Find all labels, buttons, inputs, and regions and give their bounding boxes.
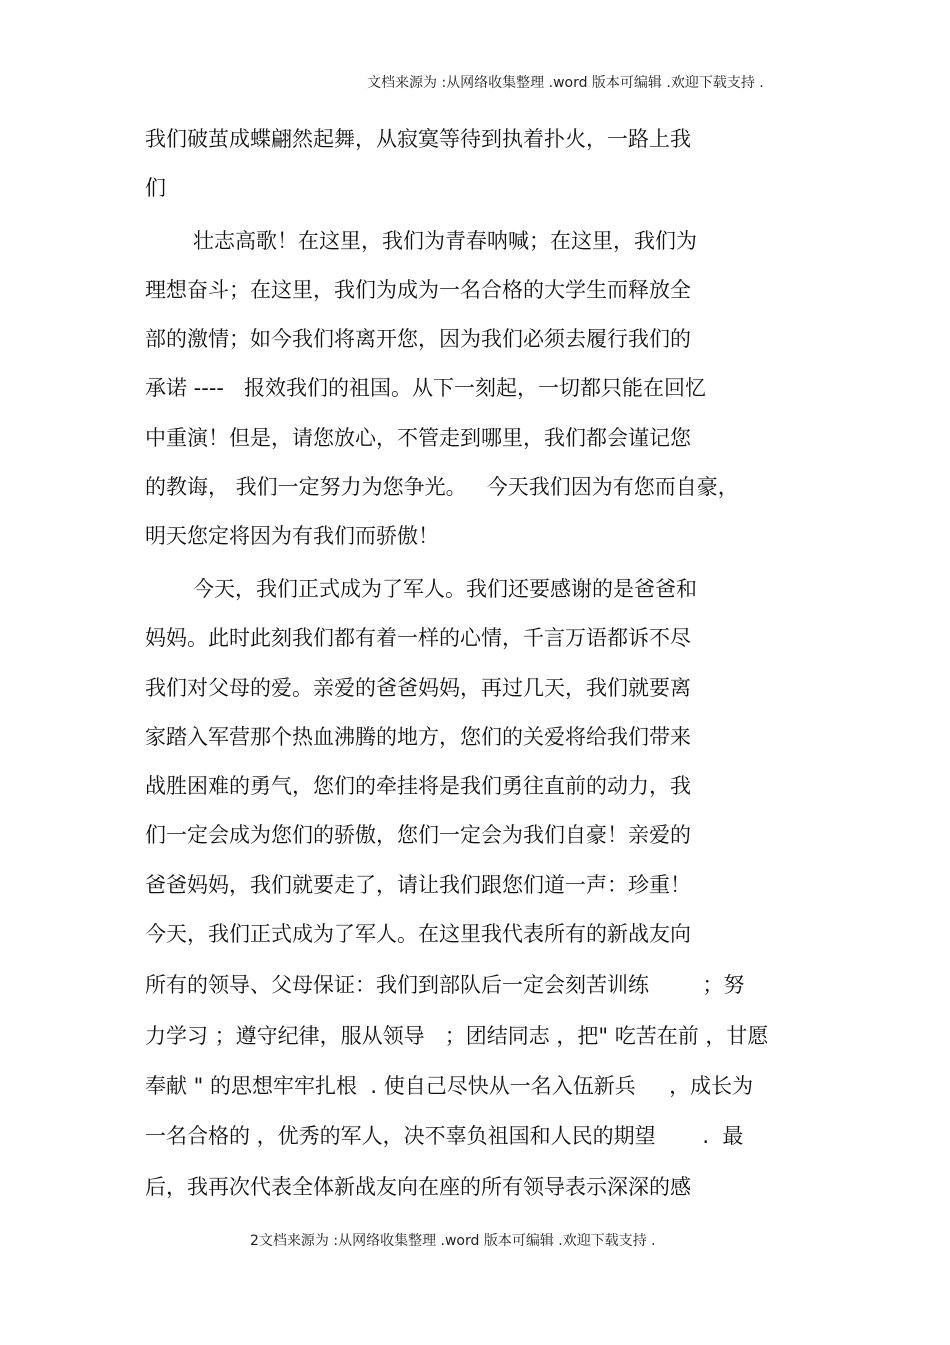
text-line: 妈妈。此时此刻我们都有着一样的心情，千言万语都诉不尽 bbox=[145, 626, 691, 650]
text-line: 后，我再次代表全体新战友向在座的所有领导表示深深的感 bbox=[145, 1175, 691, 1199]
text-line: 爸爸妈妈，我们就要走了，请让我们跟您们道一声：珍重！ bbox=[145, 873, 691, 897]
text-line: 今天，我们正式成为了军人。我们还要感谢的是爸爸和 bbox=[193, 577, 697, 601]
text-line: 明天您定将因为有我们而骄傲！ bbox=[145, 524, 439, 548]
text-line: 中重演！但是，请您放心，不管走到哪里，我们都会谨记您 bbox=[145, 426, 691, 450]
text-line: 力学习 ；遵守纪律，服从领导 ；团结同志 ，把" 吃苦在前 ，甘愿 bbox=[145, 1024, 769, 1048]
text-line: 今天，我们正式成为了军人。在这里我代表所有的新战友向 bbox=[145, 922, 691, 946]
text-line: 们一定会成为您们的骄傲，您们一定会为我们自豪！亲爱的 bbox=[145, 823, 691, 847]
text-line: 我们破茧成蝶翩然起舞，从寂寞等待到执着扑火，一路上我 bbox=[145, 127, 691, 151]
page-header: 文档来源为 :从网络收集整理 .word 版本可编辑 .欢迎下载支持 . bbox=[367, 75, 764, 91]
text-line: 我们对父母的爱。亲爱的爸爸妈妈，再过几天，我们就要离 bbox=[145, 676, 691, 700]
text-line: 理想奋斗；在这里，我们为成为一名合格的大学生而释放全 bbox=[145, 278, 691, 302]
text-line: 部的激情；如今我们将离开您，因为我们必须去履行我们的 bbox=[145, 327, 691, 351]
page-footer: 2文档来源为 :从网络收集整理 .word 版本可编辑 .欢迎下载支持 . bbox=[250, 1233, 656, 1249]
text-line: 奉献 " 的思想牢牢扎根 . 使自己尽快从一名入伍新兵 ，成长为 bbox=[145, 1074, 754, 1098]
text-line: 家踏入军营那个热血沸腾的地方，您们的关爱将给我们带来 bbox=[145, 725, 691, 749]
text-line: 们 bbox=[145, 176, 166, 200]
text-line: 承诺 ---- 报效我们的祖国。从下一刻起，一切都只能在回忆 bbox=[145, 376, 707, 400]
text-line: 的教诲， 我们一定努力为您争光。 今天我们因为有您而自豪， bbox=[145, 475, 739, 499]
text-line: 所有的领导、父母保证：我们到部队后一定会刻苦训练 ；努 bbox=[145, 973, 745, 997]
text-line: 战胜困难的勇气，您们的牵挂将是我们勇往直前的动力，我 bbox=[145, 774, 691, 798]
text-line: 壮志高歌！在这里，我们为青春呐喊；在这里，我们为 bbox=[193, 229, 697, 253]
text-line: 一名合格的 ，优秀的军人，决不辜负祖国和人民的期望 . 最 bbox=[145, 1124, 744, 1148]
